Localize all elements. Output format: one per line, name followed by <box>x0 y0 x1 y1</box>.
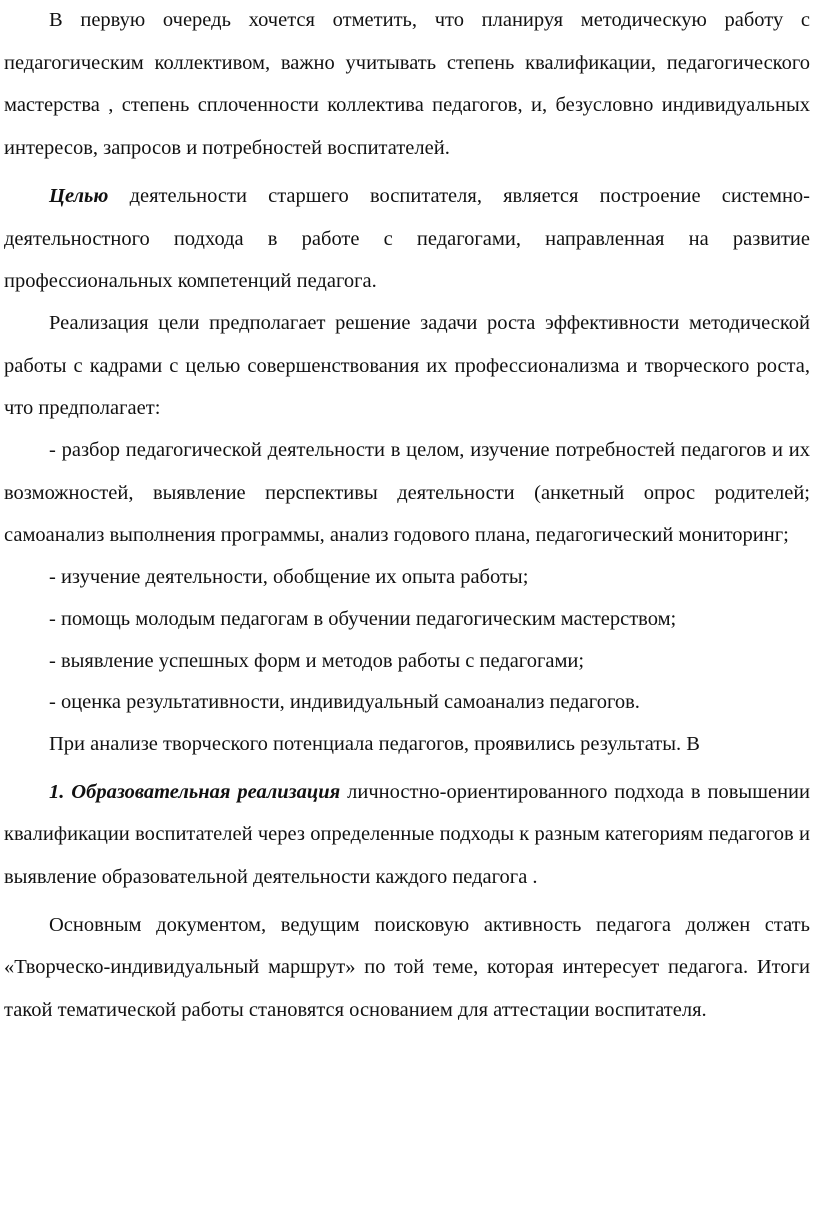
paragraph-main-document: Основным документом, ведущим поисковую активность педагога должен стать «Творческо-индивидуальный маршрут» по той теме, которая интересует педагога. Итоги такой тематической работы становятся основанием для аттестации воспитателя. <box>4 913 810 1022</box>
list-item: - изучение деятельности, обобщение их опыта работы; <box>49 566 529 589</box>
section-1-text: личностно-ориентированного подхода в повышении квалификации воспитателей через определенные подходы к разным категориям педагогов и выявление образовательной деятельности каждого педагога . <box>4 780 810 889</box>
paragraph-intro: В первую очередь хочется отметить, что планируя методическую работу с педагогическим коллективом, важно учитывать степень квалификации, педагогического мастерства , степень сплоченности коллектива педагогов, и, безусловно индивидуальных интересов, запросов и потребностей воспитателей. <box>4 9 810 160</box>
paragraph-goal <box>4 175 810 303</box>
paragraph-section-1 <box>4 771 810 899</box>
section-1-heading: 1. Образовательная реализация <box>49 780 341 803</box>
list-item: - оценка результативности, индивидуальный самоанализ педагогов. <box>49 691 640 714</box>
goal-text: деятельности старшего воспитателя, является построение системно-деятельностного подхода в работе с педагогами, направленная на развитие профессиональных компетенций педагога. <box>4 184 810 293</box>
goal-lead: Целью <box>49 184 109 207</box>
list-item: - выявление успешных форм и методов работы с педагогами; <box>49 649 585 672</box>
paragraph-analysis: При анализе творческого потенциала педагогов, проявились результаты. В <box>49 732 700 755</box>
list-item: - помощь молодым педагогам в обучении педагогическим мастерством; <box>49 607 677 630</box>
paragraph-implementation: Реализация цели предполагает решение задачи роста эффективности методической работы с кадрами с целью совершенствования их профессионализма и творческого роста, что предполагает: <box>4 311 810 420</box>
list-item: - разбор педагогической деятельности в целом, изучение потребностей педагогов и их возможностей, выявление перспективы деятельности (анкетный опрос родителей; самоанализ выполнения программы, анализ годового плана, педагогический мониторинг; <box>4 439 810 547</box>
